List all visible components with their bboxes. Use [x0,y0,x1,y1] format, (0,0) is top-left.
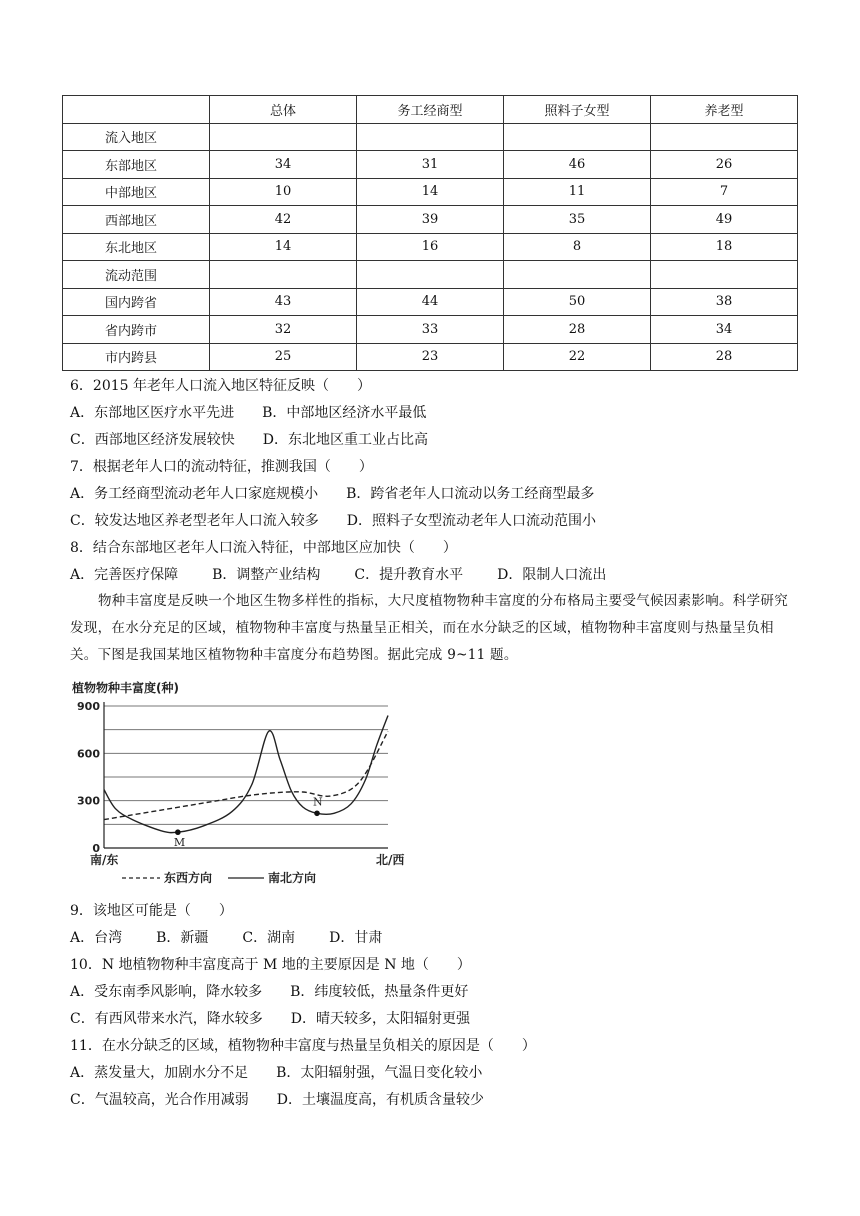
header-cell: 务工经商型 [357,96,504,124]
table-cell: 25 [210,343,357,371]
table-cell: 26 [651,151,798,179]
table-row [63,316,798,344]
answer-option[interactable]: C．湖南 [242,930,296,946]
table-cell: 34 [651,316,798,344]
options-line [70,928,416,948]
table-cell: 28 [504,316,651,344]
table-cell: 11 [504,178,651,206]
table-cell: 43 [210,288,357,316]
answer-option[interactable]: B．新疆 [156,930,209,946]
point-marker [175,829,181,835]
table-cell [651,123,798,151]
answer-option[interactable]: B．纬度较低，热量条件更好 [290,984,469,1000]
answer-option[interactable]: B．调整产业结构 [212,567,321,583]
table-cell: 35 [504,206,651,234]
question-stem: 11．在水分缺乏的区域，植物物种丰富度与热量呈负相关的原因是（ ） [70,1038,536,1054]
options-line [70,1090,512,1110]
x-right-label: 北/西 [376,853,405,867]
x-left-label: 南/东 [90,853,119,867]
answer-option[interactable]: B．太阳辐射强，气温日变化较小 [276,1065,483,1081]
table-cell: 39 [357,206,504,234]
table-cell: 34 [210,151,357,179]
table-row [63,233,798,261]
table-cell: 31 [357,151,504,179]
answer-option[interactable]: C．有西风带来水汽，降水较多 [70,1011,263,1027]
row-label-cell: 东北地区 [63,233,210,261]
header-cell: 照料子女型 [504,96,651,124]
legend-label: 南北方向 [268,871,317,885]
answer-option[interactable]: A．受东南季风影响，降水较多 [70,984,263,1000]
row-label-cell: 流入地区 [63,123,210,151]
header-cell [63,96,210,124]
answer-option[interactable]: D．甘肃 [329,930,383,946]
y-tick-label: 0 [92,842,100,855]
species-richness-chart [70,678,410,888]
table-cell: 7 [651,178,798,206]
table-row [63,123,798,151]
table-cell: 44 [357,288,504,316]
table-cell: 46 [504,151,651,179]
answer-option[interactable]: C．较发达地区养老型老年人口流入较多 [70,513,319,529]
row-label-cell: 市内跨县 [63,343,210,371]
options-line [70,511,624,531]
passage-text: 物种丰富度是反映一个地区生物多样性的指标，大尺度植物物种丰富度的分布格局主要受气候因素影响。科学研究发现，在水分充足的区域，植物物种丰富度与热量呈正相关，而在水分缺乏的区域，植物物种丰富度则与热量呈负相关。下图是我国某地区植物物种丰富度分布趋势图。据此完成 9~11 题。 [70,593,788,663]
table-cell [357,261,504,289]
answer-option[interactable]: A．蒸发量大，加剧水分不足 [70,1065,249,1081]
passage [70,588,790,669]
header-cell: 养老型 [651,96,798,124]
point-label: N [313,795,323,809]
answer-option[interactable]: D．东北地区重工业占比高 [262,432,428,448]
table-row [63,178,798,206]
table-cell: 22 [504,343,651,371]
table-cell: 28 [651,343,798,371]
table-cell: 23 [357,343,504,371]
table-row [63,261,798,289]
answer-option[interactable]: D．晴天较多，太阳辐射更强 [290,1011,470,1027]
y-tick-label: 900 [77,700,100,713]
table-cell: 33 [357,316,504,344]
options-line [70,1009,498,1029]
y-tick-label: 300 [77,794,100,808]
series-line-east-west [104,731,388,819]
y-axis-label: 植物物种丰富度(种) [72,681,179,695]
options-line [70,982,496,1002]
table-cell: 14 [210,233,357,261]
table-cell: 49 [651,206,798,234]
answer-option[interactable]: A．台湾 [70,930,123,946]
question-stem: 8．结合东部地区老年人口流入特征，中部地区应加快（ ） [70,540,457,556]
table-cell [504,123,651,151]
table-cell: 16 [357,233,504,261]
answer-option[interactable]: A．完善医疗保障 [70,567,179,583]
answer-option[interactable]: D．限制人口流出 [497,567,607,583]
table-cell [504,261,651,289]
y-tick-label: 600 [77,747,100,761]
table-row [63,343,798,371]
answer-option[interactable]: C．提升教育水平 [354,567,464,583]
row-label-cell: 省内跨市 [63,316,210,344]
options-line [70,565,640,585]
table-cell [357,123,504,151]
point-label: M [173,836,186,850]
data-table [62,95,798,371]
answer-option[interactable]: B．跨省老年人口流动以务工经商型最多 [346,486,595,502]
table-cell: 18 [651,233,798,261]
table-cell: 32 [210,316,357,344]
answer-option[interactable]: C．西部地区经济发展较快 [70,432,235,448]
table-cell [210,123,357,151]
answer-option[interactable]: A．务工经商型流动老年人口家庭规模小 [70,486,319,502]
header-cell: 总体 [210,96,357,124]
answer-option[interactable]: D．土壤温度高，有机质含量较少 [276,1092,484,1108]
table-body [63,123,798,371]
series-line-north-south [104,715,388,832]
row-label-cell: 国内跨省 [63,288,210,316]
table-cell: 14 [357,178,504,206]
row-label-cell: 中部地区 [63,178,210,206]
table-cell: 8 [504,233,651,261]
table-row [63,206,798,234]
table-cell: 10 [210,178,357,206]
answer-option[interactable]: D．照料子女型流动老年人口流动范围小 [346,513,596,529]
table-cell [210,261,357,289]
question-stem: 7．根据老年人口的流动特征，推测我国（ ） [70,459,373,475]
options-line [70,1063,510,1083]
table-cell: 42 [210,206,357,234]
table-cell: 38 [651,288,798,316]
question-stem: 9．该地区可能是（ ） [70,903,233,919]
table-row [63,151,798,179]
answer-option[interactable]: B．中部地区经济水平最低 [262,405,427,421]
table-header-row [63,96,798,124]
table-cell [651,261,798,289]
table-row [63,288,798,316]
answer-option[interactable]: A．东部地区医疗水平先进 [70,405,235,421]
row-label-cell: 流动范围 [63,261,210,289]
question-stem: 10．N 地植物物种丰富度高于 M 地的主要原因是 N 地（ ） [70,957,471,973]
options-line [70,403,454,423]
row-label-cell: 东部地区 [63,151,210,179]
question-stem: 6．2015 年老年人口流入地区特征反映（ ） [70,378,371,394]
point-marker [314,810,320,816]
options-line [70,484,622,504]
answer-option[interactable]: C．气温较高，光合作用减弱 [70,1092,249,1108]
row-label-cell: 西部地区 [63,206,210,234]
legend-label: 东西方向 [164,871,213,885]
options-line [70,430,456,450]
table-cell: 50 [504,288,651,316]
